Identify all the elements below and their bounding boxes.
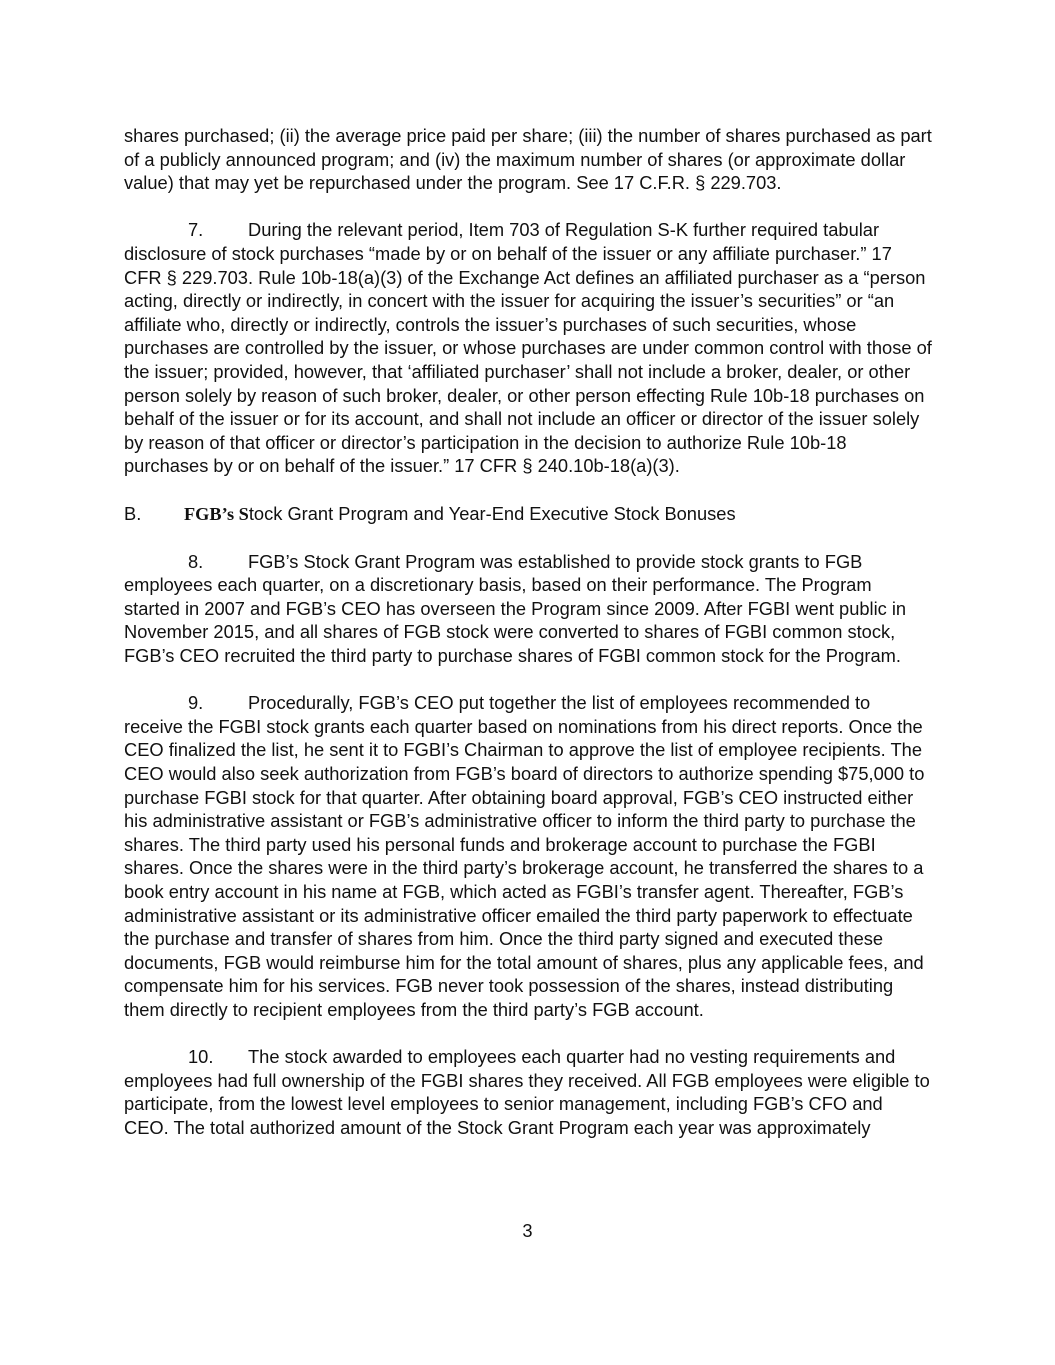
paragraph-9	[124, 691, 932, 1021]
paragraph-number: 8.	[188, 550, 204, 572]
paragraph-text: The stock awarded to employees each quarter had no vesting requirements and employees had full ownership of the FGBI shares they received. All FGB employees were eligible to participate, from the lowest level employees to senior management, including FGB’s CFO and CEO. The total authorized amount of the Stock Grant Program each year was approximately	[124, 1046, 930, 1138]
document-body	[124, 124, 932, 1163]
paragraph-number: 9.	[188, 692, 204, 714]
page-number: 3	[522, 1220, 533, 1241]
section-heading	[124, 502, 932, 527]
paragraph-text: Procedurally, FGB’s CEO put together the list of employees recommended to receive the FGBI stock grants each quarter based on nominations from his direct reports. Once the CEO finalized the list, he sent it to FGBI’s Chairman to approve the list of employee recipients. The CEO would also seek authorization from FGB’s board of directors to authorize spending $75,000 to purchase FGBI stock for that quarter. After obtaining board approval, FGB’s CEO instructed either his administrative assistant or FGB’s administrative officer to inform the third party to purchase the shares. The third party used his personal funds and brokerage account to purchase the FGBI shares. Once the shares were in the third party’s brokerage account, he transferred the shares to a book entry account in his name at FGB, which acted as FGBI’s transfer agent. Thereafter, FGB’s administrative assistant or its administrative officer emailed the third party paperwork to effectuate the purchase and transfer of shares from him. Once the third party signed and executed these documents, FGB would reimburse him for the total amount of shares, plus any applicable fees, and compensate him for his services. FGB never took possession of the shares, instead distributing them directly to recipient employees from the third party’s FGB account.	[124, 692, 925, 1020]
section-title-bold: FGB’s S	[184, 503, 249, 524]
paragraph-number: 10.	[188, 1046, 214, 1068]
paragraph-continued	[124, 124, 932, 195]
paragraph-8	[124, 550, 932, 668]
section-title: tock Grant Program and Year-End Executive Stock Bonuses	[248, 502, 736, 524]
paragraph-text: During the relevant period, Item 703 of Regulation S-K further required tabular disclosure of stock purchases “made by or on behalf of the issuer or any affiliate purchaser.” 17 CFR § 229.703. Rule 10b-18(a)(3) of the Exchange Act defines an affiliated purchaser as a “person acting, directly or indirectly, in concert with the issuer for acquiring the issuer’s securities” or “an affiliate who, directly or indirectly, controls the issuer’s purchases of such securities, whose purchases are controlled by the issuer, or whose purchases are under common control with those of the issuer; provided, however, that ‘affiliated purchaser’ shall not include a broker, dealer, or other person solely by reason of such broker, dealer, or other person effecting Rule 10b-18 purchases on behalf of the issuer or for its account, and shall not include an officer or director of the issuer solely by reason of that officer or director’s participation in the decision to authorize Rule 10b-18 purchases by or on behalf of the issuer.” 17 CFR § 240.10b-18(a)(3).	[124, 219, 932, 477]
paragraph-number: 7.	[188, 219, 204, 241]
paragraph-10	[124, 1045, 932, 1139]
paragraph-text: FGB’s Stock Grant Program was established to provide stock grants to FGB employees each quarter, on a discretionary basis, based on their performance. The Program started in 2007 and FGB’s CEO has overseen the Program since 2009. After FGBI went public in November 2015, and all shares of FGB stock were converted to shares of FGBI common stock, FGB’s CEO recruited the third party to purchase shares of FGBI common stock for the Program.	[124, 550, 907, 667]
paragraph-7	[124, 218, 932, 478]
section-letter: B.	[124, 502, 142, 524]
paragraph-text: shares purchased; (ii) the average price paid per share; (iii) the number of shares purchased as part of a publicly announced program; and (iv) the maximum number of shares (or approximate dollar value) that may yet be repurchased under the program. See 17 C.F.R. § 229.703.	[124, 125, 932, 194]
